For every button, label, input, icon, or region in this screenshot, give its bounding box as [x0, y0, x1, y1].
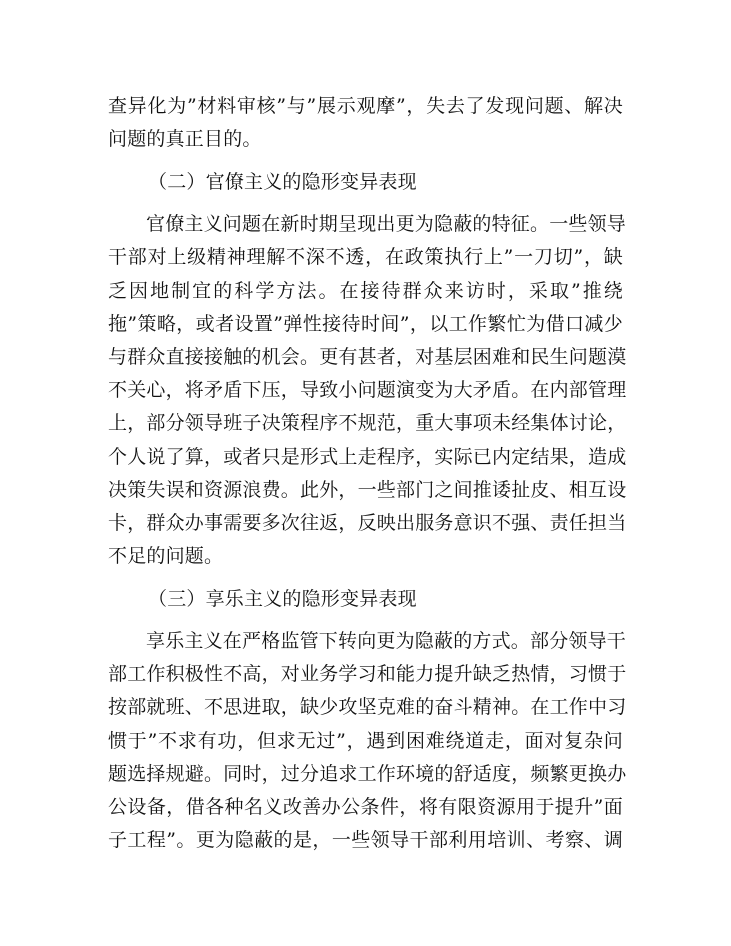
paragraph-line: 部工作积极性不高，对业务学习和能力提升缺乏热情，习惯于	[108, 663, 627, 685]
paragraph-line: 官僚主义问题在新时期呈现出更为隐蔽的特征。一些领导	[146, 213, 627, 235]
paragraph-line: 按部就班、不思进取，缺少攻坚克难的奋斗精神。在工作中习	[108, 696, 627, 718]
paragraph-line: 与群众直接接触的机会。更有甚者，对基层困难和民生问题漠	[108, 346, 627, 368]
paragraph-line: 子工程”。更为隐蔽的是，一些领导干部利用培训、考察、调	[108, 829, 623, 851]
paragraph-line: 干部对上级精神理解不深不透，在政策执行上”一刀切”，缺	[108, 246, 623, 268]
paragraph-line: 享乐主义在严格监管下转向更为隐蔽的方式。部分领导干	[146, 630, 627, 652]
paragraph-line: 卡，群众办事需要多次往返，反映出服务意识不强、责任担当	[108, 512, 627, 534]
section-heading: （三）享乐主义的隐形变异表现	[148, 588, 417, 610]
paragraph-line: 个人说了算，或者只是形式上走程序，实际已内定结果，造成	[108, 446, 627, 468]
paragraph-line: 查异化为”材料审核”与”展示观摩”，失去了发现问题、解决	[108, 95, 623, 117]
paragraph-line: 乏因地制宜的科学方法。在接待群众来访时，采取”推绕	[108, 280, 623, 302]
section-heading: （二）官僚主义的隐形变异表现	[148, 171, 417, 193]
paragraph-line: 拖”策略，或者设置”弹性接待时间”，以工作繁忙为借口减少	[108, 313, 623, 335]
paragraph-line: 不关心，将矛盾下压，导致小问题演变为大矛盾。在内部管理	[108, 379, 627, 401]
paragraph-line: 公设备，借各种名义改善办公条件，将有限资源用于提升”面	[108, 796, 623, 818]
paragraph-line: 决策失误和资源浪费。此外，一些部门之间推诿扯皮、相互设	[108, 479, 627, 501]
paragraph-line: 问题的真正目的。	[108, 128, 262, 150]
paragraph-line: 题选择规避。同时，过分追求工作环境的舒适度，频繁更换办	[108, 763, 627, 785]
paragraph-line: 不足的问题。	[108, 545, 224, 567]
paragraph-line: 惯于”不求有功，但求无过”，遇到困难绕道走，面对复杂问	[108, 730, 623, 752]
paragraph-line: 上，部分领导班子决策程序不规范，重大事项未经集体讨论，	[108, 412, 627, 434]
